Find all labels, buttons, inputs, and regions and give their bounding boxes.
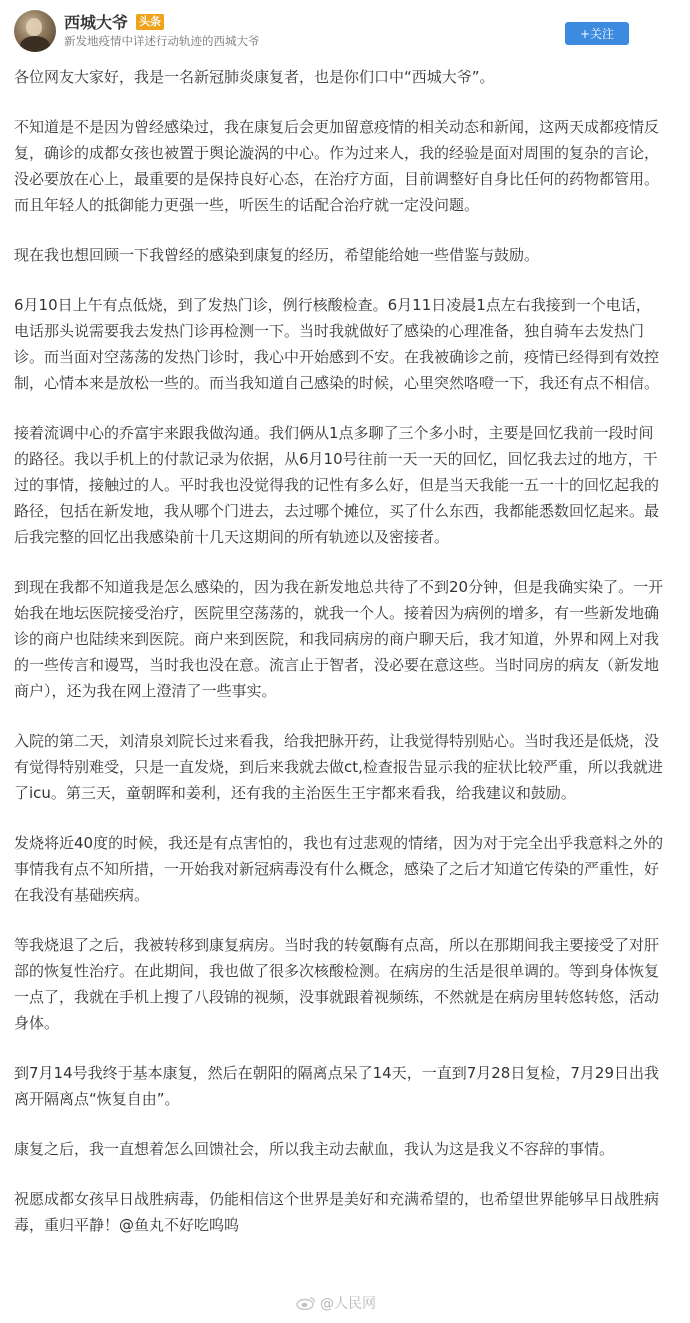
follow-button[interactable]: +关注	[565, 22, 629, 45]
paragraph: 入院的第二天，刘清泉刘院长过来看我，给我把脉开药，让我觉得特别贴心。当时我还是低烧，没有觉得特别难受，只是一直发烧，到后来我就去做ct,检查报告显示我的症状比较严重，所以我就进了icu。第三天，童朝晖和姜利，还有我的主治医生王宇都来看我，给我建议和鼓励。	[14, 732, 663, 802]
paragraph: 等我烧退了之后，我被转移到康复病房。当时我的转氨酶有点高，所以在那期间我主要接受了对肝部的恢复性治疗。在此期间，我也做了很多次核酸检测。在病房的生活是很单调的。等到身体恢复一点了，我就在手机上搜了八段锦的视频，没事就跟着视频练，不然就是在病房里转悠转悠，活动身体。	[14, 936, 660, 1032]
paragraph: 现在我也想回顾一下我曾经的感染到康复的经历，希望能给她一些借鉴与鼓励。	[14, 246, 540, 264]
paragraph: 康复之后，我一直想着怎么回馈社会，所以我主动去献血，我认为这是我义不容辞的事情。	[14, 1140, 615, 1158]
user-description: 新发地疫情中详述行动轨迹的西城大爷	[64, 34, 260, 48]
paragraph: 6月10日上午有点低烧，到了发热门诊，例行核酸检查。6月11日凌晨1点左右我接到一个电话，电话那头说需要我去发热门诊再检测一下。当时我就做好了感染的心理准备，独自骑车去发热门诊。而当面对空荡荡的发热门诊时，我心中开始感到不安。在我被确诊之前，疫情已经得到有效控制，心情本来是放松一些的。而当我知道自己感染的时候，心里突然咯噔一下，我还有点不相信。	[14, 296, 660, 392]
weibo-logo-icon	[296, 1296, 316, 1310]
paragraph: 各位网友大家好，我是一名新冠肺炎康复者，也是你们口中“西城大爷”。	[14, 68, 495, 86]
watermark-text: @人民网	[320, 1296, 376, 1312]
post-header	[0, 0, 690, 66]
avatar[interactable]	[14, 10, 56, 52]
paragraph: 祝愿成都女孩早日战胜病毒，仍能相信这个世界是美好和充满希望的，也希望世界能够早日战胜病毒，重归平静！@鱼丸不好吃呜呜	[14, 1190, 660, 1234]
watermark	[296, 1293, 376, 1313]
paragraph: 接着流调中心的乔富宇来跟我做沟通。我们俩从1点多聊了三个多小时，主要是回忆我前一段时间的路径。我以手机上的付款记录为依据，从6月10号往前一天一天的回忆，回忆我去过的地方，干过的事情，接触过的人。平时我也没觉得我的记性有多么好，但是当天我能一五一十的回忆起我的路径，包括在新发地，我从哪个门进去，去过哪个摊位，买了什么东西，我都能悉数回忆起来。最后我完整的回忆出我感染前十几天这期间的所有轨迹以及密接者。	[14, 424, 660, 546]
paragraph: 不知道是不是因为曾经感染过，我在康复后会更加留意疫情的相关动态和新闻，这两天成都疫情反复，确诊的成都女孩也被置于舆论漩涡的中心。作为过来人，我的经验是面对周围的复杂的言论，没必要放在心上，最重要的是保持良好心态，在治疗方面，目前调整好自身比任何的药物都管用。而且年轻人的抵御能力更强一些，听医生的话配合治疗就一定没问题。	[14, 118, 660, 214]
paragraph: 到7月14号我终于基本康复，然后在朝阳的隔离点呆了14天，一直到7月28日复检，7月29日出我离开隔离点“恢复自由”。	[14, 1064, 659, 1108]
headline-badge: 头条	[136, 14, 164, 30]
name-row	[64, 10, 164, 33]
username[interactable]: 西城大爷	[64, 13, 129, 32]
paragraph: 到现在我都不知道我是怎么感染的，因为我在新发地总共待了不到20分钟，但是我确实染了。一开始我在地坛医院接受治疗，医院里空荡荡的，就我一个人。接着因为病例的增多，有一些新发地确诊的商户也陆续来到医院。商户来到医院，和我同病房的商户聊天后，我才知道，外界和网上对我的一些传言和谩骂，当时我也没在意。流言止于智者，没必要在意这些。当时同房的病友（新发地商户），还为我在网上澄清了一些事实。	[14, 578, 664, 700]
article-body	[14, 64, 664, 1238]
paragraph: 发烧将近40度的时候，我还是有点害怕的，我也有过悲观的情绪，因为对于完全出乎我意料之外的事情我有点不知所措，一开始我对新冠病毒没有什么概念，感染了之后才知道它传染的严重性，好在我没有基础疾病。	[14, 834, 664, 904]
